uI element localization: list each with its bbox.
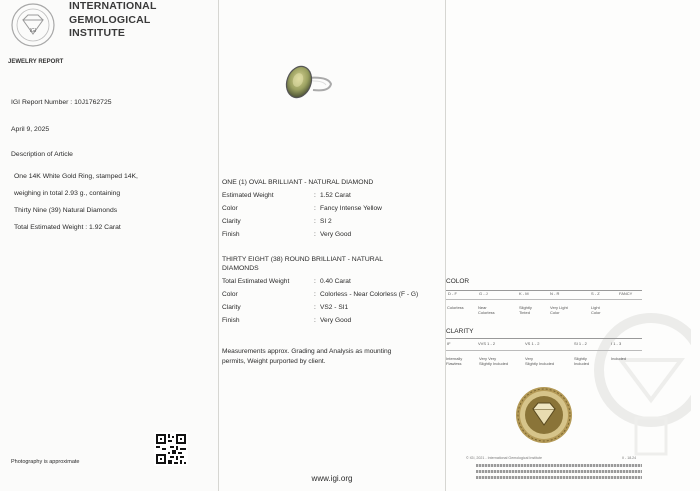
photo-note: Photography is approximate (11, 459, 80, 465)
row-label: Clarity (222, 218, 241, 225)
color-scale-line-mid (446, 299, 642, 300)
clarity-desc-line: Slightly Included (479, 361, 509, 366)
description-line-2: weighing in total 2.93 g., containing (14, 190, 121, 197)
color-grade: S - Z (591, 291, 600, 296)
row-label: Clarity (222, 304, 241, 311)
organization-name (69, 0, 157, 41)
color-desc-line: Very Light (550, 305, 568, 310)
fine-print-line-3 (476, 476, 642, 479)
clarity-grade: I 1 - 3 (611, 341, 622, 346)
color-desc-line: Colorless (478, 310, 495, 315)
clarity-scale-line-mid (446, 350, 642, 351)
report-number: IGI Report Number : 10J1762725 (11, 99, 112, 106)
row-value: VS2 - SI1 (320, 304, 349, 311)
clarity-grade: VS 1 - 2 (525, 341, 540, 346)
left-panel (0, 0, 219, 491)
description-heading: Description of Article (11, 151, 73, 158)
row-label: Finish (222, 317, 240, 324)
row-label: Color (222, 205, 238, 212)
section2-table (219, 278, 445, 330)
clarity-grade: VVS 1 - 2 (478, 341, 496, 346)
description-line-1: One 14K White Gold Ring, stamped 14K, (14, 173, 138, 180)
color-desc-line: Color (591, 310, 601, 315)
section1-row (219, 231, 445, 244)
section2-row (219, 278, 445, 291)
color-desc-line: Tinted (519, 310, 530, 315)
section2-title (222, 256, 383, 273)
org-line-1: INTERNATIONAL (69, 0, 157, 12)
website-link[interactable]: www.igi.org (311, 474, 353, 483)
igi-watermark (581, 300, 691, 460)
clarity-desc (479, 356, 508, 366)
clarity-desc (525, 356, 554, 366)
section1-row (219, 192, 445, 205)
igi-seal-logo (7, 2, 59, 48)
row-label: Total Estimated Weight (222, 278, 290, 285)
clarity-desc-line: Very (525, 356, 534, 361)
color-desc (447, 305, 464, 310)
middle-panel (219, 0, 446, 491)
color-desc (519, 305, 532, 315)
color-desc-line: Near (478, 305, 487, 310)
color-desc (478, 305, 495, 315)
report-type: JEWELRY REPORT (8, 59, 64, 65)
clarity-desc-line: Slightly Included (525, 361, 555, 366)
clarity-desc-line: Included (574, 361, 590, 366)
measurement-note (222, 347, 391, 366)
row-separator: : (314, 231, 316, 238)
row-separator: : (314, 291, 316, 298)
color-grade: D - F (448, 291, 457, 296)
clarity-desc-line: Internally (446, 356, 463, 361)
color-grade: FANCY (619, 291, 633, 296)
row-separator: : (314, 278, 316, 285)
clarity-desc-line: Flawless (446, 361, 462, 366)
row-value: Fancy Intense Yellow (320, 205, 382, 212)
clarity-heading: CLARITY (446, 328, 474, 335)
note-line-1: Measurements approx. Grading and Analysis as mounting (222, 348, 392, 355)
igi-hologram-seal (514, 385, 574, 445)
row-separator: : (314, 218, 316, 225)
clarity-grade: SI 1 - 2 (574, 341, 587, 346)
section1-title: ONE (1) OVAL BRILLIANT - NATURAL DIAMOND (222, 179, 374, 186)
description-line-4: Total Estimated Weight : 1.92 Carat (14, 224, 121, 231)
row-value: 1.52 Carat (320, 192, 351, 199)
ring-photo (273, 58, 339, 106)
section1-row (219, 205, 445, 218)
row-value: Colorless - Near Colorless (F - G) (320, 291, 419, 298)
report-date: April 9, 2025 (11, 126, 50, 133)
clarity-scale-line-top (446, 338, 642, 339)
section2-row (219, 317, 445, 330)
description-line-3: Thirty Nine (39) Natural Diamonds (14, 207, 118, 214)
qr-code[interactable] (154, 432, 188, 466)
clarity-desc (446, 356, 462, 366)
section1-row (219, 218, 445, 231)
fine-print-line-1 (476, 464, 642, 467)
row-value: 0.40 Carat (320, 278, 351, 285)
row-value: Very Good (320, 317, 352, 324)
color-desc-line: Color (550, 310, 560, 315)
row-separator: : (314, 304, 316, 311)
section2-title-line-1: THIRTY EIGHT (38) ROUND BRILLIANT - NATURAL (222, 256, 384, 263)
row-separator: : (314, 205, 316, 212)
row-separator: : (314, 192, 316, 199)
org-line-3: INSTITUTE (69, 27, 126, 39)
row-label: Color (222, 291, 238, 298)
clarity-desc-line: Very Very (479, 356, 497, 361)
row-value: Very Good (320, 231, 352, 238)
color-grade: G - J (479, 291, 488, 296)
fine-print-line-2 (476, 470, 642, 473)
form-code: II - 18.24 (622, 456, 637, 460)
row-separator: : (314, 317, 316, 324)
color-desc-line: Slightly (519, 305, 532, 310)
row-label: Finish (222, 231, 240, 238)
row-value: SI 2 (320, 218, 332, 225)
clarity-desc-line: Included (611, 356, 627, 361)
section2-row (219, 291, 445, 304)
row-label: Estimated Weight (222, 192, 274, 199)
clarity-desc (611, 356, 626, 361)
org-line-2: GEMOLOGICAL (69, 13, 151, 26)
color-desc (591, 305, 601, 315)
right-panel (446, 0, 700, 491)
color-grade: K - M (519, 291, 529, 296)
clarity-grade: IF (447, 341, 451, 346)
copyright: © IGI, 2021 - International Gemological Institute (466, 456, 542, 460)
section1-table (219, 192, 445, 244)
color-desc-line: Colorless (447, 305, 464, 310)
section2-title-line-2: DIAMONDS (222, 264, 259, 272)
color-heading: COLOR (446, 278, 470, 285)
section2-row (219, 304, 445, 317)
color-grade: N - R (550, 291, 560, 296)
color-desc (550, 305, 568, 315)
clarity-desc-line: Slightly (574, 356, 587, 361)
color-desc-line: Light (591, 305, 600, 310)
clarity-desc (574, 356, 589, 366)
color-scale-line-top (446, 290, 642, 291)
note-line-2: permits, Weight purported by client. (222, 357, 326, 365)
svg-text:IGI: IGI (29, 28, 37, 34)
